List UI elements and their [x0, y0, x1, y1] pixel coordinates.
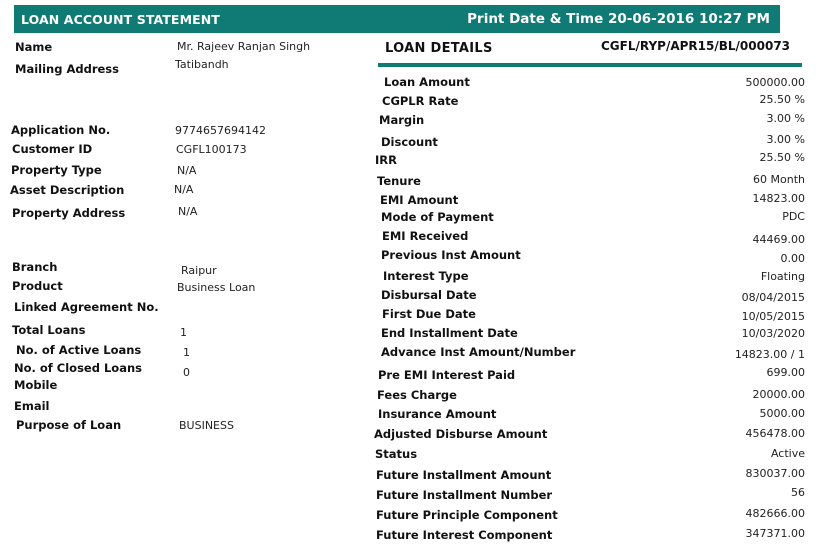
pre-emi-interest-label: Pre EMI Interest Paid — [378, 368, 516, 382]
emi-received-label: EMI Received — [382, 229, 469, 243]
mobile-label: Mobile — [14, 378, 58, 392]
disbursal-date-value: 08/04/2015 — [741, 291, 805, 304]
irr-label: IRR — [375, 153, 397, 167]
end-installment-value: 10/03/2020 — [741, 327, 805, 340]
linked-agreement-label: Linked Agreement No. — [14, 300, 159, 314]
future-installment-number-label: Future Installment Number — [376, 488, 553, 502]
property-address-label: Property Address — [12, 206, 126, 220]
adjusted-disburse-value: 456478.00 — [745, 427, 805, 440]
application-no-label: Application No. — [11, 123, 111, 137]
status-value: Active — [770, 447, 805, 460]
interest-type-label: Interest Type — [383, 269, 469, 283]
future-principle-label: Future Principle Component — [376, 508, 558, 522]
application-no-value: 9774657694142 — [175, 124, 266, 137]
irr-value: 25.50 % — [759, 151, 805, 164]
branch-label: Branch — [12, 260, 58, 274]
total-loans-value: 1 — [180, 326, 187, 339]
insurance-amount-label: Insurance Amount — [378, 407, 497, 421]
cgplr-rate-label: CGPLR Rate — [382, 94, 459, 108]
insurance-amount-value: 5000.00 — [759, 407, 805, 420]
property-address-value: N/A — [178, 205, 198, 218]
future-interest-label: Future Interest Component — [376, 528, 553, 542]
margin-label: Margin — [379, 113, 425, 127]
mailing-address-value: Tatibandh — [175, 58, 229, 71]
emi-amount-label: EMI Amount — [380, 193, 459, 207]
asset-description-value: N/A — [174, 183, 194, 196]
product-label: Product — [12, 279, 63, 293]
name-label: Name — [15, 40, 53, 54]
interest-type-value: Floating — [760, 270, 805, 283]
discount-label: Discount — [381, 135, 438, 149]
status-label: Status — [375, 447, 418, 461]
disbursal-date-label: Disbursal Date — [381, 288, 477, 302]
product-value: Business Loan — [177, 281, 256, 294]
purpose-value: BUSINESS — [179, 419, 234, 432]
future-interest-value: 347371.00 — [745, 527, 805, 540]
fees-charge-label: Fees Charge — [377, 388, 457, 402]
pre-emi-interest-value: 699.00 — [766, 366, 805, 379]
statement-title: LOAN ACCOUNT STATEMENT — [21, 12, 220, 27]
email-label: Email — [14, 399, 50, 413]
print-datetime: Print Date & Time 20-06-2016 10:27 PM — [467, 11, 770, 27]
mailing-address-label: Mailing Address — [15, 62, 119, 76]
tenure-value: 60 Month — [753, 173, 805, 186]
branch-value: Raipur — [181, 264, 217, 277]
property-type-value: N/A — [177, 164, 197, 177]
future-installment-amount-label: Future Installment Amount — [376, 468, 552, 482]
future-installment-number-value: 56 — [791, 486, 805, 499]
future-principle-value: 482666.00 — [745, 507, 805, 520]
future-installment-amount-value: 830037.00 — [745, 467, 805, 480]
advance-inst-value: 14823.00 / 1 — [734, 348, 805, 361]
property-type-label: Property Type — [11, 163, 102, 177]
first-due-date-value: 10/05/2015 — [741, 310, 805, 323]
mode-of-payment-label: Mode of Payment — [381, 210, 494, 224]
adjusted-disburse-label: Adjusted Disburse Amount — [374, 427, 548, 441]
customer-id-value: CGFL100173 — [176, 143, 247, 156]
loan-details-title: LOAN DETAILS — [385, 41, 493, 56]
loan-reference: CGFL/RYP/APR15/BL/000073 — [601, 39, 791, 53]
advance-inst-label: Advance Inst Amount/Number — [381, 345, 576, 359]
customer-id-label: Customer ID — [12, 142, 93, 156]
previous-inst-value: 0.00 — [780, 252, 805, 265]
emi-amount-value: 14823.00 — [752, 192, 805, 205]
name-value: Mr. Rajeev Ranjan Singh — [177, 40, 311, 53]
loan-amount-value: 500000.00 — [745, 76, 805, 89]
statement-header — [14, 5, 780, 33]
end-installment-label: End Installment Date — [381, 326, 518, 340]
closed-loans-value: 0 — [183, 366, 190, 379]
mode-of-payment-value: PDC — [782, 210, 805, 223]
purpose-label: Purpose of Loan — [16, 418, 122, 432]
cgplr-rate-value: 25.50 % — [759, 93, 805, 106]
fees-charge-value: 20000.00 — [752, 388, 805, 401]
total-loans-label: Total Loans — [12, 323, 86, 337]
closed-loans-label: No. of Closed Loans — [14, 361, 142, 375]
active-loans-label: No. of Active Loans — [16, 343, 142, 357]
asset-description-label: Asset Description — [10, 183, 125, 197]
loan-details-divider — [378, 63, 802, 67]
loan-amount-label: Loan Amount — [384, 75, 470, 89]
margin-value: 3.00 % — [766, 112, 805, 125]
emi-received-value: 44469.00 — [752, 233, 805, 246]
previous-inst-label: Previous Inst Amount — [381, 248, 521, 262]
discount-value: 3.00 % — [766, 133, 805, 146]
tenure-label: Tenure — [377, 174, 421, 188]
active-loans-value: 1 — [183, 346, 190, 359]
first-due-date-label: First Due Date — [382, 307, 476, 321]
